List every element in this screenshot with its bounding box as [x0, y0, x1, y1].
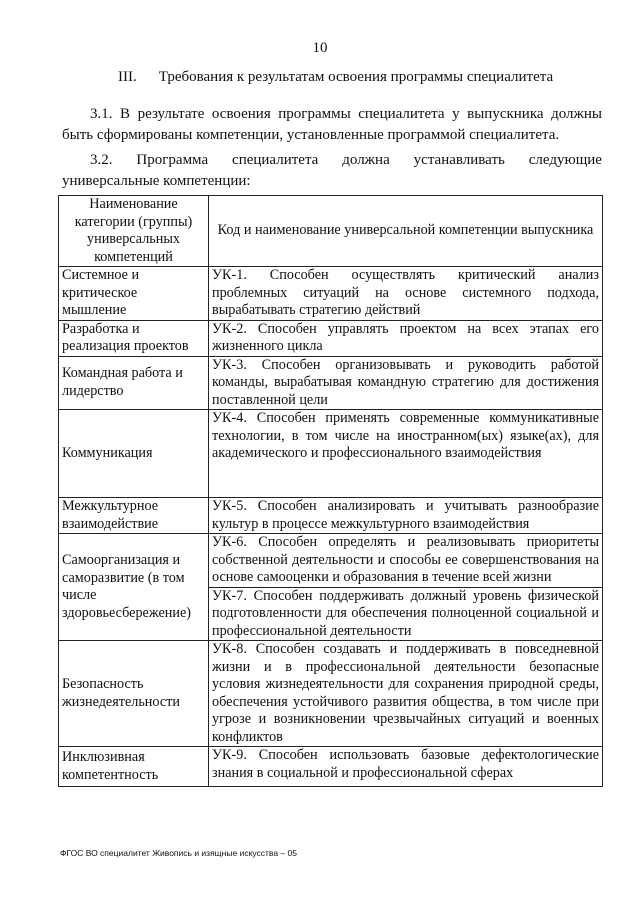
- competence-cell: УК-9. Способен использовать базовые дефектологические знания в социальной и профессиональной сферах: [209, 747, 603, 787]
- table-row: [59, 747, 603, 787]
- category-cell: Самоорганизация и саморазвитие (в том числе здоровьесбережение): [59, 534, 209, 641]
- competence-cell: УК-1. Способен осуществлять критический анализ проблемных ситуаций на основе системного подхода, вырабатывать стратегию действий: [209, 267, 603, 321]
- category-cell: Безопасность жизнедеятельности: [59, 641, 209, 747]
- p32-word: должна: [342, 152, 390, 168]
- table-row: [59, 410, 603, 498]
- competence-cell: УК-4. Способен применять современные коммуникативные технологии, в том числе на иностранном(ых) языке(ах), для академического и профессионального взаимодействия: [209, 410, 603, 498]
- competence-cell: УК-7. Способен поддерживать должный уровень физической подготовленности для обеспечения полноценной социальной и профессиональной деятельности: [209, 587, 603, 641]
- table-row: [59, 320, 603, 356]
- table-row: [59, 267, 603, 321]
- table-row: [59, 641, 603, 747]
- competence-cell: УК-5. Способен анализировать и учитывать разнообразие культур в процессе межкультурного взаимодействия: [209, 498, 603, 534]
- section-number: III.: [118, 69, 137, 85]
- section-heading: [118, 69, 553, 86]
- competence-cell: УК-6. Способен определять и реализовывать приоритеты собственной деятельности и способы ее совершенствования на основе самооценки и образования в течение всей жизни: [209, 534, 603, 588]
- competence-cell: УК-2. Способен управлять проектом на всех этапах его жизненного цикла: [209, 320, 603, 356]
- competencies-table: [58, 195, 603, 787]
- category-cell: Коммуникация: [59, 410, 209, 498]
- competence-cell: УК-8. Способен создавать и поддерживать в повседневной жизни и в профессиональной деятельности безопасные условия жизнедеятельности для сохранения природной среды, обеспечения устойчивого развития общества, в том числе при угрозе и возникновении чрезвычайных ситуаций и военных конфликтов: [209, 641, 603, 747]
- category-cell: Командная работа и лидерство: [59, 356, 209, 410]
- paragraph-3-2: [62, 150, 602, 192]
- category-cell: Межкультурное взаимодействие: [59, 498, 209, 534]
- category-cell: Разработка и реализация проектов: [59, 320, 209, 356]
- table-row: [59, 356, 603, 410]
- p32-word: специалитета: [232, 152, 319, 168]
- table-row: [59, 498, 603, 534]
- p32-word: следующие: [528, 152, 602, 168]
- header-category: Наименование категории (группы) универсальных компетенций: [59, 196, 209, 267]
- footer-note: ФГОС ВО специалитет Живопись и изящные искусства – 05: [60, 848, 297, 858]
- table-header-row: [59, 196, 603, 267]
- page-number: 10: [312, 40, 328, 56]
- section-title: Требования к результатам освоения программы специалитета: [158, 69, 554, 85]
- p32-word: устанавливать: [413, 152, 505, 168]
- p32-word: 3.2.: [90, 152, 113, 168]
- p32-word: Программа: [136, 152, 209, 168]
- header-code: Код и наименование универсальной компетенции выпускника: [209, 196, 603, 267]
- competence-cell: УК-3. Способен организовывать и руководить работой команды, вырабатывая командную стратегию для достижения поставленной цели: [209, 356, 603, 410]
- category-cell: Системное и критическое мышление: [59, 267, 209, 321]
- p32-tail: универсальные компетенции:: [62, 173, 251, 189]
- paragraph-3-1: 3.1. В результате освоения программы специалитета у выпускника должны быть сформированы компетенции, установленные программой специалитета.: [62, 106, 602, 143]
- table-row: [59, 534, 603, 588]
- category-cell: Инклюзивная компетентность: [59, 747, 209, 787]
